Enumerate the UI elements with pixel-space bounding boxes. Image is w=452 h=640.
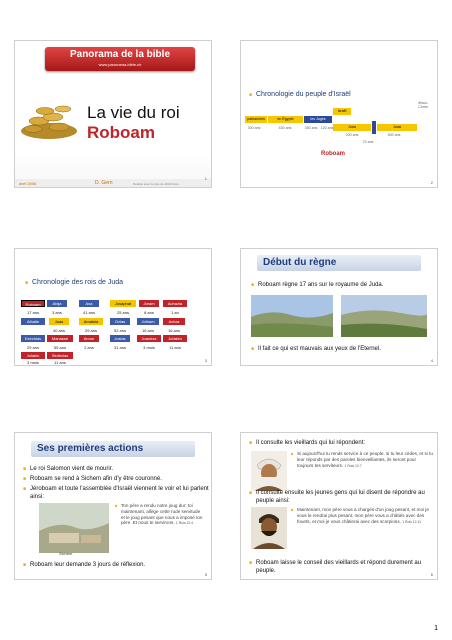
slide-number: 5 <box>204 572 207 577</box>
bullet-sichem: ■ Roboam se rend à Sichem afin d'y être couronné. <box>23 475 209 483</box>
bullet-harsh-answer: ■ Roboam laisse le conseil des vieillards et répond durement au peuple. <box>249 559 435 575</box>
quote-reference: 1 Rois 12.4 <box>175 521 194 526</box>
slide-number: 1 <box>204 176 207 181</box>
years-josaphat: 25 ans <box>116 310 129 315</box>
segment-juda-2: Juda <box>377 124 417 131</box>
duration-united: 120 ans <box>320 126 334 130</box>
king-achaz: Achaz <box>163 318 185 325</box>
exile-marker <box>372 121 376 134</box>
slide-title <box>14 40 212 188</box>
king-jotham: Jotham <box>137 318 159 325</box>
title-line-2: Roboam <box>87 123 155 142</box>
slide-counsel <box>240 432 438 580</box>
slide-heading: ■ Chronologie du peuple d'Israël <box>249 91 351 99</box>
king-josias: Josias <box>110 335 130 342</box>
bullet-evil: ■ Il fait ce qui est mauvais aux yeux de l'Eternel. <box>251 345 431 353</box>
duration-juda: 200 ans <box>345 133 359 137</box>
slide-author: D. Gern <box>95 180 113 186</box>
slide-heading: ■ Chronologie des rois de Juda <box>25 279 123 287</box>
years-joiakim: 11 ans <box>169 345 181 350</box>
quote-text: Ton père a rendu notre joug dur; toi maintenant, allège cette rude servitude et le joug pesant que nous a imposé ton père. Et nous te servirons. <box>121 503 203 526</box>
segment-patriarches: patriarches <box>245 116 267 123</box>
bullet-reflection: ■ Roboam leur demande 3 jours de réflexion. <box>23 561 209 569</box>
segment-judges: les Juges <box>304 116 332 123</box>
years-ezechias: 29 ans <box>26 345 39 350</box>
title-line-1: La vie du roi <box>87 103 180 122</box>
slide-date: avril 2006 <box>19 181 37 186</box>
duration-after-exile: 500 ans <box>387 133 401 137</box>
king-joiakin: Joïakin <box>21 352 45 359</box>
footer-bar <box>15 179 211 187</box>
king-ozias: Ozias <box>110 318 130 325</box>
years-joiakin: 3 mois <box>27 360 39 365</box>
slide-kings <box>14 248 212 366</box>
banner-url: www.panorama-bible.ch <box>98 62 142 67</box>
king-roboam: Roboam <box>21 300 45 307</box>
sichem-photo <box>39 503 109 553</box>
quote-reference: 1 Rois 12.11 <box>402 519 422 524</box>
elder-portrait <box>251 451 287 491</box>
king-athalie: Athalie <box>21 318 45 325</box>
jesus-label: Jésus- Christ <box>417 101 429 109</box>
years-jotham: 16 ans <box>141 328 154 333</box>
bullet-salomon: ■ Le roi Salomon vient de mourir. <box>23 465 209 473</box>
quote-elders <box>291 451 433 469</box>
roboam-marker: Roboam <box>321 151 345 157</box>
duration-patriarches: 300 ans <box>247 126 261 130</box>
slide-number: 6 <box>430 572 433 577</box>
years-achazia: 1 an <box>171 310 179 315</box>
duration-judges: 350 ans <box>304 126 318 130</box>
segment-egypt: en Égypte <box>268 116 303 123</box>
king-joas: Joas <box>49 318 69 325</box>
quote-reference: 1 Rois 12.7 <box>344 463 362 468</box>
landscape-photo <box>251 295 427 337</box>
years-amon: 2 ans <box>84 345 94 350</box>
page-number: 1 <box>434 625 438 632</box>
king-sedecias: Sédécias <box>47 352 73 359</box>
slide-footer: Réalisé avec le plus de 2000 titres. <box>133 182 180 186</box>
bullet-reign: ■ Roboam règne 17 ans sur le royaume de Juda. <box>251 281 431 289</box>
slide-number: 2 <box>430 180 433 185</box>
king-amon: Amon <box>79 335 99 342</box>
slide-heading: Début du règne <box>263 257 337 268</box>
king-manasse: Manassé <box>47 335 73 342</box>
years-asa: 41 ans <box>82 310 95 315</box>
king-joachaz: Joachaz <box>137 335 161 342</box>
bullet-young-men: ■ Il consulte ensuite les jeunes gens qui lui disent de répondre au peuple ainsi: <box>249 489 435 505</box>
duration-exile: 70 ans <box>362 140 374 144</box>
years-joachaz: 3 mois <box>143 345 155 350</box>
quote-young-men <box>291 507 433 525</box>
king-joiakim: Joïakim <box>163 335 187 342</box>
king-achazia: Achazia <box>163 300 187 307</box>
quote-text: Maintenant, mon père vous a chargés d'un joug pesant, et moi je vous le rendrai plus pesant; mon père vous a châtiés avec des fouets, et moi je vous châtierai avec des scorpions. <box>297 507 429 524</box>
slide-number: 3 <box>204 358 207 363</box>
king-ezechias: Ezéchias <box>21 335 45 342</box>
years-sedecias: 11 ans <box>54 360 66 365</box>
king-josaphat: Josaphat <box>110 300 136 307</box>
years-roboam: 17 ans <box>26 310 39 315</box>
slide-timeline <box>240 40 438 188</box>
sichem-caption: Sichem <box>59 551 73 556</box>
banner <box>45 47 195 71</box>
king-abija: Abija <box>47 300 67 307</box>
duration-egypt: 430 ans <box>278 126 292 130</box>
young-man-portrait <box>251 507 287 549</box>
quote-text: Si aujourd'hui tu rends service à ce peuple, si tu leur cèdes, et si tu leur réponds par des paroles bienveillantes, ils seront pour toujours tes serviteurs. <box>297 451 433 468</box>
segment-juda-1: Juda <box>333 124 371 131</box>
king-joram: Joram <box>139 300 159 307</box>
slide-heading: Ses premières actions <box>37 443 144 454</box>
slide-first-actions <box>14 432 212 580</box>
king-asa: Asa <box>79 300 99 307</box>
years-joram: 8 ans <box>144 310 154 315</box>
years-josias: 31 ans <box>113 345 126 350</box>
slide-reign-start <box>240 248 438 366</box>
banner-title: Panorama de la bible <box>69 49 171 60</box>
slide-number: 4 <box>430 358 433 363</box>
bullet-jeroboam: ■ Jéroboam et toute l'assemblée d'Israël viennent le voir et lui parlent ainsi: <box>23 485 209 501</box>
years-amatsia: 29 ans <box>84 328 97 333</box>
years-abija: 3 ans <box>52 310 62 315</box>
quote-jeroboam <box>115 503 205 527</box>
king-amatsia: Amatsia <box>79 318 103 325</box>
years-achaz: 16 ans <box>167 328 180 333</box>
years-ozias: 52 ans <box>113 328 126 333</box>
years-manasse: 55 ans <box>53 345 66 350</box>
coins-image <box>19 81 79 141</box>
bullet-elders: ■ Il consulte les vieillards qui lui répondent: <box>249 439 435 447</box>
years-joas: 40 ans <box>52 328 65 333</box>
segment-israel: Israël <box>333 108 351 115</box>
